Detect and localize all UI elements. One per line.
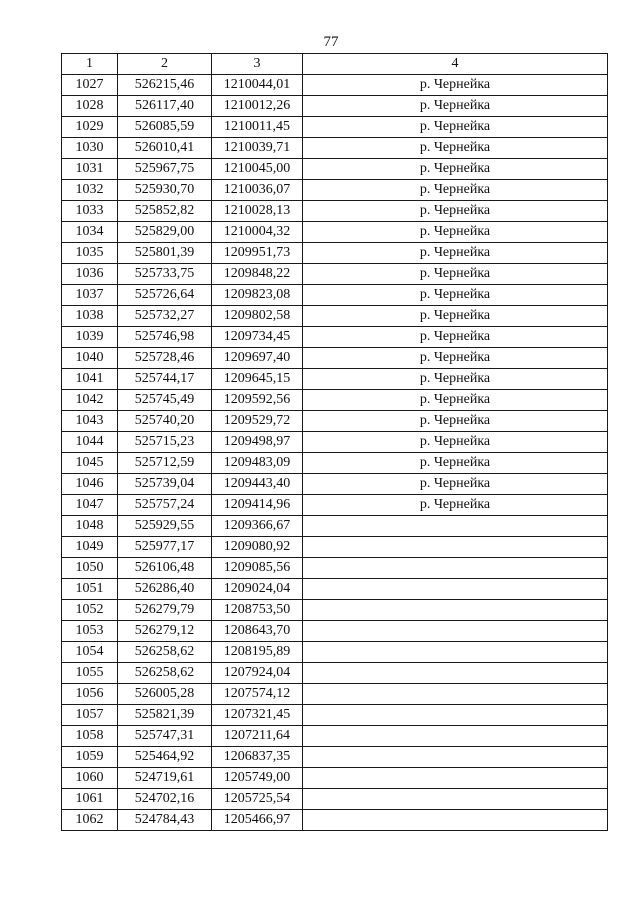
table-row bbox=[62, 201, 608, 222]
description-cell: р. Чернейка bbox=[303, 138, 608, 159]
table-row bbox=[62, 684, 608, 705]
x-coordinate-cell: 526258,62 bbox=[118, 642, 212, 663]
table-row bbox=[62, 327, 608, 348]
description-cell bbox=[303, 789, 608, 810]
table-row bbox=[62, 75, 608, 96]
x-coordinate-cell: 526005,28 bbox=[118, 684, 212, 705]
x-coordinate-cell: 526258,62 bbox=[118, 663, 212, 684]
x-coordinate-cell: 524719,61 bbox=[118, 768, 212, 789]
table-row bbox=[62, 768, 608, 789]
point-number-cell: 1040 bbox=[62, 348, 118, 369]
table-row bbox=[62, 642, 608, 663]
description-cell bbox=[303, 747, 608, 768]
table-row bbox=[62, 495, 608, 516]
x-coordinate-cell: 525732,27 bbox=[118, 306, 212, 327]
table-row bbox=[62, 243, 608, 264]
point-number-cell: 1031 bbox=[62, 159, 118, 180]
point-number-cell: 1048 bbox=[62, 516, 118, 537]
table-row bbox=[62, 537, 608, 558]
table-row bbox=[62, 348, 608, 369]
column-header: 3 bbox=[212, 54, 303, 75]
table-row bbox=[62, 579, 608, 600]
table-row bbox=[62, 810, 608, 831]
x-coordinate-cell: 525744,17 bbox=[118, 369, 212, 390]
description-cell: р. Чернейка bbox=[303, 180, 608, 201]
point-number-cell: 1044 bbox=[62, 432, 118, 453]
y-coordinate-cell: 1210011,45 bbox=[212, 117, 303, 138]
point-number-cell: 1035 bbox=[62, 243, 118, 264]
table-row bbox=[62, 432, 608, 453]
x-coordinate-cell: 525967,75 bbox=[118, 159, 212, 180]
x-coordinate-cell: 524784,43 bbox=[118, 810, 212, 831]
y-coordinate-cell: 1209414,96 bbox=[212, 495, 303, 516]
point-number-cell: 1032 bbox=[62, 180, 118, 201]
point-number-cell: 1027 bbox=[62, 75, 118, 96]
x-coordinate-cell: 525464,92 bbox=[118, 747, 212, 768]
y-coordinate-cell: 1209085,56 bbox=[212, 558, 303, 579]
y-coordinate-cell: 1208195,89 bbox=[212, 642, 303, 663]
table-row bbox=[62, 411, 608, 432]
table-row bbox=[62, 159, 608, 180]
y-coordinate-cell: 1210039,71 bbox=[212, 138, 303, 159]
y-coordinate-cell: 1205725,54 bbox=[212, 789, 303, 810]
point-number-cell: 1053 bbox=[62, 621, 118, 642]
description-cell: р. Чернейка bbox=[303, 96, 608, 117]
description-cell bbox=[303, 768, 608, 789]
x-coordinate-cell: 525733,75 bbox=[118, 264, 212, 285]
point-number-cell: 1042 bbox=[62, 390, 118, 411]
description-cell bbox=[303, 579, 608, 600]
description-cell bbox=[303, 810, 608, 831]
description-cell bbox=[303, 537, 608, 558]
y-coordinate-cell: 1210045,00 bbox=[212, 159, 303, 180]
y-coordinate-cell: 1206837,35 bbox=[212, 747, 303, 768]
point-number-cell: 1030 bbox=[62, 138, 118, 159]
x-coordinate-cell: 526106,48 bbox=[118, 558, 212, 579]
x-coordinate-cell: 525739,04 bbox=[118, 474, 212, 495]
y-coordinate-cell: 1205749,00 bbox=[212, 768, 303, 789]
y-coordinate-cell: 1209080,92 bbox=[212, 537, 303, 558]
description-cell: р. Чернейка bbox=[303, 243, 608, 264]
table-row bbox=[62, 138, 608, 159]
y-coordinate-cell: 1209483,09 bbox=[212, 453, 303, 474]
point-number-cell: 1043 bbox=[62, 411, 118, 432]
description-cell bbox=[303, 726, 608, 747]
y-coordinate-cell: 1209697,40 bbox=[212, 348, 303, 369]
description-cell: р. Чернейка bbox=[303, 75, 608, 96]
description-cell: р. Чернейка bbox=[303, 306, 608, 327]
y-coordinate-cell: 1209592,56 bbox=[212, 390, 303, 411]
coordinates-table bbox=[61, 53, 608, 831]
table-row bbox=[62, 621, 608, 642]
x-coordinate-cell: 525712,59 bbox=[118, 453, 212, 474]
table-row bbox=[62, 96, 608, 117]
y-coordinate-cell: 1209024,04 bbox=[212, 579, 303, 600]
x-coordinate-cell: 525821,39 bbox=[118, 705, 212, 726]
point-number-cell: 1038 bbox=[62, 306, 118, 327]
point-number-cell: 1047 bbox=[62, 495, 118, 516]
point-number-cell: 1033 bbox=[62, 201, 118, 222]
x-coordinate-cell: 525930,70 bbox=[118, 180, 212, 201]
column-header: 1 bbox=[62, 54, 118, 75]
point-number-cell: 1049 bbox=[62, 537, 118, 558]
point-number-cell: 1028 bbox=[62, 96, 118, 117]
table-row bbox=[62, 600, 608, 621]
description-cell bbox=[303, 621, 608, 642]
y-coordinate-cell: 1207924,04 bbox=[212, 663, 303, 684]
x-coordinate-cell: 525801,39 bbox=[118, 243, 212, 264]
description-cell: р. Чернейка bbox=[303, 474, 608, 495]
y-coordinate-cell: 1209443,40 bbox=[212, 474, 303, 495]
description-cell bbox=[303, 705, 608, 726]
y-coordinate-cell: 1210044,01 bbox=[212, 75, 303, 96]
y-coordinate-cell: 1209645,15 bbox=[212, 369, 303, 390]
point-number-cell: 1039 bbox=[62, 327, 118, 348]
x-coordinate-cell: 525747,31 bbox=[118, 726, 212, 747]
x-coordinate-cell: 525745,49 bbox=[118, 390, 212, 411]
table-row bbox=[62, 663, 608, 684]
description-cell: р. Чернейка bbox=[303, 201, 608, 222]
description-cell bbox=[303, 600, 608, 621]
description-cell: р. Чернейка bbox=[303, 390, 608, 411]
point-number-cell: 1059 bbox=[62, 747, 118, 768]
table-row bbox=[62, 264, 608, 285]
point-number-cell: 1062 bbox=[62, 810, 118, 831]
y-coordinate-cell: 1207211,64 bbox=[212, 726, 303, 747]
description-cell: р. Чернейка bbox=[303, 159, 608, 180]
description-cell: р. Чернейка bbox=[303, 285, 608, 306]
y-coordinate-cell: 1209802,58 bbox=[212, 306, 303, 327]
x-coordinate-cell: 526117,40 bbox=[118, 96, 212, 117]
x-coordinate-cell: 526279,12 bbox=[118, 621, 212, 642]
y-coordinate-cell: 1207574,12 bbox=[212, 684, 303, 705]
table-row bbox=[62, 117, 608, 138]
y-coordinate-cell: 1209734,45 bbox=[212, 327, 303, 348]
x-coordinate-cell: 525726,64 bbox=[118, 285, 212, 306]
point-number-cell: 1058 bbox=[62, 726, 118, 747]
description-cell: р. Чернейка bbox=[303, 348, 608, 369]
x-coordinate-cell: 525852,82 bbox=[118, 201, 212, 222]
description-cell: р. Чернейка bbox=[303, 432, 608, 453]
table-row bbox=[62, 180, 608, 201]
y-coordinate-cell: 1209366,67 bbox=[212, 516, 303, 537]
table-row bbox=[62, 369, 608, 390]
x-coordinate-cell: 525715,23 bbox=[118, 432, 212, 453]
table-row bbox=[62, 705, 608, 726]
point-number-cell: 1061 bbox=[62, 789, 118, 810]
page-number: 77 bbox=[323, 34, 339, 50]
y-coordinate-cell: 1210028,13 bbox=[212, 201, 303, 222]
description-cell: р. Чернейка bbox=[303, 369, 608, 390]
description-cell bbox=[303, 663, 608, 684]
point-number-cell: 1055 bbox=[62, 663, 118, 684]
x-coordinate-cell: 524702,16 bbox=[118, 789, 212, 810]
point-number-cell: 1046 bbox=[62, 474, 118, 495]
y-coordinate-cell: 1209823,08 bbox=[212, 285, 303, 306]
x-coordinate-cell: 526085,59 bbox=[118, 117, 212, 138]
table-header-row bbox=[62, 54, 608, 75]
x-coordinate-cell: 525740,20 bbox=[118, 411, 212, 432]
x-coordinate-cell: 526215,46 bbox=[118, 75, 212, 96]
y-coordinate-cell: 1209848,22 bbox=[212, 264, 303, 285]
y-coordinate-cell: 1209498,97 bbox=[212, 432, 303, 453]
x-coordinate-cell: 525929,55 bbox=[118, 516, 212, 537]
column-header: 2 bbox=[118, 54, 212, 75]
table-row bbox=[62, 789, 608, 810]
x-coordinate-cell: 526010,41 bbox=[118, 138, 212, 159]
description-cell: р. Чернейка bbox=[303, 117, 608, 138]
table-row bbox=[62, 390, 608, 411]
description-cell bbox=[303, 684, 608, 705]
x-coordinate-cell: 525746,98 bbox=[118, 327, 212, 348]
description-cell: р. Чернейка bbox=[303, 327, 608, 348]
y-coordinate-cell: 1210012,26 bbox=[212, 96, 303, 117]
point-number-cell: 1051 bbox=[62, 579, 118, 600]
x-coordinate-cell: 525728,46 bbox=[118, 348, 212, 369]
table-row bbox=[62, 222, 608, 243]
point-number-cell: 1029 bbox=[62, 117, 118, 138]
table-row bbox=[62, 285, 608, 306]
y-coordinate-cell: 1208753,50 bbox=[212, 600, 303, 621]
table-row bbox=[62, 726, 608, 747]
description-cell: р. Чернейка bbox=[303, 222, 608, 243]
description-cell bbox=[303, 516, 608, 537]
point-number-cell: 1057 bbox=[62, 705, 118, 726]
point-number-cell: 1050 bbox=[62, 558, 118, 579]
table-row bbox=[62, 516, 608, 537]
column-header: 4 bbox=[303, 54, 608, 75]
table-row bbox=[62, 453, 608, 474]
y-coordinate-cell: 1208643,70 bbox=[212, 621, 303, 642]
x-coordinate-cell: 525829,00 bbox=[118, 222, 212, 243]
point-number-cell: 1060 bbox=[62, 768, 118, 789]
point-number-cell: 1041 bbox=[62, 369, 118, 390]
x-coordinate-cell: 526279,79 bbox=[118, 600, 212, 621]
description-cell bbox=[303, 642, 608, 663]
point-number-cell: 1037 bbox=[62, 285, 118, 306]
point-number-cell: 1034 bbox=[62, 222, 118, 243]
point-number-cell: 1036 bbox=[62, 264, 118, 285]
y-coordinate-cell: 1209529,72 bbox=[212, 411, 303, 432]
y-coordinate-cell: 1209951,73 bbox=[212, 243, 303, 264]
description-cell: р. Чернейка bbox=[303, 495, 608, 516]
table-body bbox=[62, 54, 608, 831]
point-number-cell: 1052 bbox=[62, 600, 118, 621]
description-cell: р. Чернейка bbox=[303, 453, 608, 474]
y-coordinate-cell: 1207321,45 bbox=[212, 705, 303, 726]
x-coordinate-cell: 525977,17 bbox=[118, 537, 212, 558]
y-coordinate-cell: 1210004,32 bbox=[212, 222, 303, 243]
x-coordinate-cell: 526286,40 bbox=[118, 579, 212, 600]
table-row bbox=[62, 747, 608, 768]
point-number-cell: 1045 bbox=[62, 453, 118, 474]
x-coordinate-cell: 525757,24 bbox=[118, 495, 212, 516]
point-number-cell: 1056 bbox=[62, 684, 118, 705]
table-row bbox=[62, 558, 608, 579]
y-coordinate-cell: 1205466,97 bbox=[212, 810, 303, 831]
description-cell: р. Чернейка bbox=[303, 264, 608, 285]
table-row bbox=[62, 474, 608, 495]
point-number-cell: 1054 bbox=[62, 642, 118, 663]
y-coordinate-cell: 1210036,07 bbox=[212, 180, 303, 201]
description-cell: р. Чернейка bbox=[303, 411, 608, 432]
table-row bbox=[62, 306, 608, 327]
description-cell bbox=[303, 558, 608, 579]
